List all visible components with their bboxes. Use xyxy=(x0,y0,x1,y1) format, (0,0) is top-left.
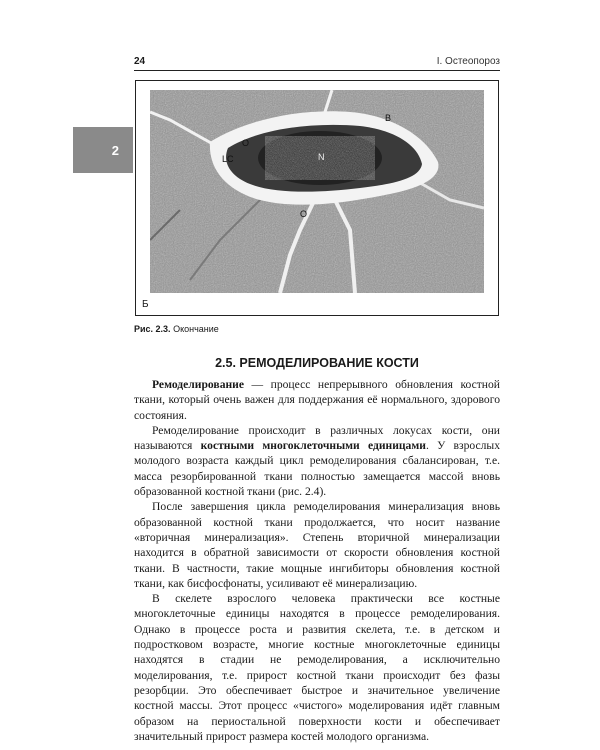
chapter-tab: 2 xyxy=(73,127,133,173)
paragraph: В скелете взрослого человека практически все костные многоклеточные единицы находятся в процессе ремоделирования. Однако в процессе роста и развития скелета, т.е. в детском и подростковом возрасте, многие костные многоклеточные единицы находятся в стадии не ремоделирования, а исключительно моделирования, т.е. прирост костной ткани происходит без фазы резорбции. Это обеспечивает быстрое и значительное увеличение костной массы. Этот процесс «чистого» моделирования идёт главным образом на периостальной поверхности кости и обеспечивает значительный прирост размера костей молодого организма. xyxy=(134,592,500,743)
section-title: 2.5. РЕМОДЕЛИРОВАНИЕ КОСТИ xyxy=(215,356,419,370)
caption-text: Окончание xyxy=(170,324,219,334)
label-b: B xyxy=(385,113,392,123)
paragraph: Ремоделирование происходит в различных локусах кости, они называются костными многоклеточными единицами. У взрослых молодого возраста каждый цикл ремоделирования сбалансирован, т.е. масса резорбированной ткани полностью замещается массой вновь образованной костной ткани (рис. 2.4). xyxy=(134,423,501,499)
body-text xyxy=(134,377,500,744)
caption-prefix: Рис. 2.3. xyxy=(134,324,171,334)
micrograph-image xyxy=(150,90,484,293)
term-remodeling: Ремоделирование xyxy=(152,378,244,391)
label-o-bottom: O xyxy=(300,209,308,219)
running-title: I. Остеопороз xyxy=(436,56,500,67)
figure-caption xyxy=(134,324,219,334)
label-n: N xyxy=(318,152,325,162)
term-bmu: костными многоклеточными единицами xyxy=(200,439,426,453)
paragraph: После завершения цикла ремоделирования минерализация вновь образованной костной ткани продолжается, что носит название «вторичная минерализация». Степень вторичной минерализации находится в обратной зависимости от скорости обновления костной ткани. В частности, такие мощные ингибиторы обновления костной ткани, как бисфосфонаты, усиливают её минерализацию. xyxy=(134,500,500,590)
label-o-left: O xyxy=(242,138,250,148)
page-header xyxy=(134,54,500,71)
label-lc: LC xyxy=(222,154,234,164)
figure-panel-label: Б xyxy=(142,299,149,310)
figure-micrograph xyxy=(135,80,499,316)
page-number: 24 xyxy=(134,56,146,67)
paragraph: Ремоделирование — процесс непрерывного обновления костной ткани, который очень важен для поддержания её нормального, здорового состояния. xyxy=(134,378,500,422)
